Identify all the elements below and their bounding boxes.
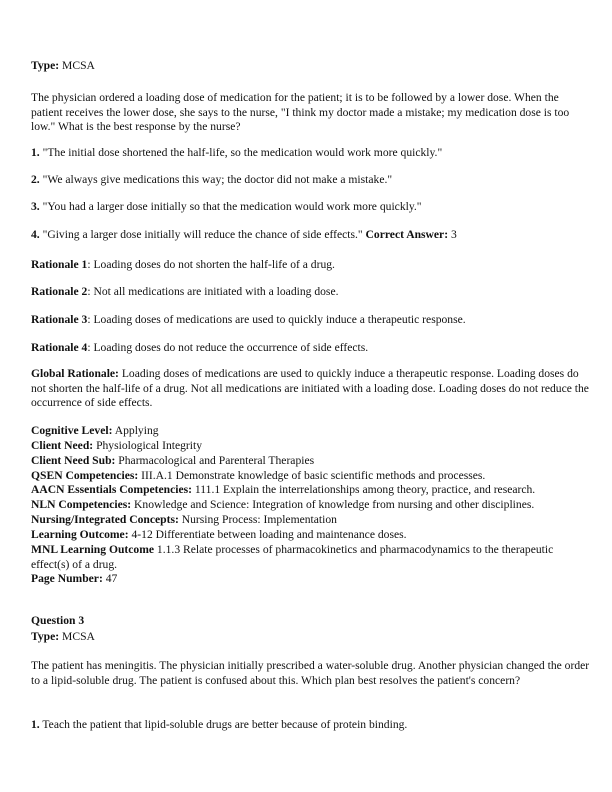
rationale-label: Rationale 2 [31, 285, 88, 298]
meta-item [31, 543, 593, 573]
option-text: Teach the patient that lipid-soluble drugs are better because of protein binding. [42, 718, 408, 731]
meta-value: Pharmacological and Parenteral Therapies [118, 453, 315, 467]
meta-value: III.A.1 Demonstrate knowledge of basic scientific methods and processes. [141, 468, 486, 482]
meta-item [31, 483, 593, 498]
global-rationale-label: Global Rationale: [31, 367, 119, 380]
option-number: 4. [31, 228, 40, 241]
meta-label: AACN Essentials Competencies: [31, 483, 193, 497]
type-value: MCSA [62, 630, 95, 643]
meta-value: 111.1 Explain the interrelationships among theory, practice, and research. [194, 483, 536, 497]
meta-label: NLN Competencies: [31, 498, 132, 512]
meta-item [31, 439, 593, 454]
rationale [31, 313, 593, 328]
meta-value: 1.1.3 Relate processes of pharmacokinetics and pharmacodynamics to the therapeutic effect(s) of a drug. [31, 542, 554, 571]
meta-label: Client Need Sub: [31, 453, 116, 467]
type-label: Type: [31, 59, 60, 72]
correct-answer-label: Correct Answer: [365, 228, 449, 241]
answer-option [31, 146, 593, 161]
correct-answer-value: 3 [450, 228, 457, 241]
meta-item [31, 572, 593, 587]
rationale-text: : Not all medications are initiated with a loading dose. [87, 285, 339, 298]
meta-item [31, 498, 593, 513]
rationale-text: : Loading doses of medications are used to quickly induce a therapeutic response. [87, 313, 466, 326]
meta-label: QSEN Competencies: [31, 468, 139, 482]
meta-item [31, 528, 593, 543]
meta-item [31, 513, 593, 528]
answer-option [31, 173, 593, 188]
meta-item [31, 424, 593, 439]
metadata-list [31, 424, 593, 587]
meta-item [31, 454, 593, 469]
answer-option [31, 228, 593, 243]
rationale [31, 285, 593, 300]
option-text: "You had a larger dose initially so that the medication would work more quickly." [42, 200, 422, 213]
rationale [31, 341, 593, 356]
type-value: MCSA [62, 59, 95, 72]
question-stem: The patient has meningitis. The physician initially prescribed a water-soluble drug. Another physician changed the order to a lipid-soluble drug. The patient is confused about this. Which plan best resolves the patient's concern? [31, 659, 590, 687]
rationale [31, 258, 593, 273]
meta-label: MNL Learning Outcome [31, 542, 155, 556]
meta-value: 4-12 Differentiate between loading and maintenance doses. [131, 527, 407, 541]
rationale-text: : Loading doses do not reduce the occurrence of side effects. [87, 341, 369, 354]
option-text: "We always give medications this way; the doctor did not make a mistake." [42, 173, 393, 186]
question-title [31, 614, 593, 629]
option-number: 1. [31, 718, 40, 731]
global-rationale [31, 367, 593, 411]
type-label: Type: [31, 630, 60, 643]
meta-label: Nursing/Integrated Concepts: [31, 513, 179, 527]
question-type [31, 630, 593, 645]
rationale-label: Rationale 1 [31, 258, 88, 271]
meta-label: Client Need: [31, 438, 94, 452]
rationale-text: : Loading doses do not shorten the half-life of a drug. [87, 258, 335, 271]
meta-value: 47 [105, 572, 118, 586]
rationale-label: Rationale 4 [31, 341, 88, 354]
rationale-label: Rationale 3 [31, 313, 88, 326]
meta-value: Knowledge and Science: Integration of knowledge from nursing and other disciplines. [134, 498, 535, 512]
meta-label: Learning Outcome: [31, 527, 129, 541]
question-type [31, 59, 593, 74]
answer-option [31, 718, 593, 733]
option-text: "Giving a larger dose initially will reduce the chance of side effects." [42, 228, 363, 241]
meta-item [31, 469, 593, 484]
meta-value: Physiological Integrity [96, 438, 203, 452]
meta-value: Nursing Process: Implementation [181, 513, 337, 527]
meta-label: Cognitive Level: [31, 424, 113, 437]
option-text: "The initial dose shortened the half-life, so the medication would work more quickly." [42, 146, 443, 159]
global-rationale-text: Loading doses of medications are used to quickly induce a therapeutic response. Loading doses do not shorten the half-life of a drug. Not all medications are initiated with a loading dose. Loading doses do not reduce the occurrence of side effects. [31, 367, 589, 410]
answer-option [31, 200, 593, 215]
meta-value: Applying [114, 424, 159, 437]
question-title-text: Question 3 [31, 614, 85, 627]
option-number: 2. [31, 173, 40, 186]
option-number: 1. [31, 146, 40, 159]
question-stem: The physician ordered a loading dose of medication for the patient; it is to be followed by a lower dose. When the patient receives the lower dose, she says to the nurse, "I think my doctor made a mistake; my medication dose is too low." What is the best response by the nurse? [31, 91, 570, 134]
meta-label: Page Number: [31, 572, 103, 586]
option-number: 3. [31, 200, 40, 213]
